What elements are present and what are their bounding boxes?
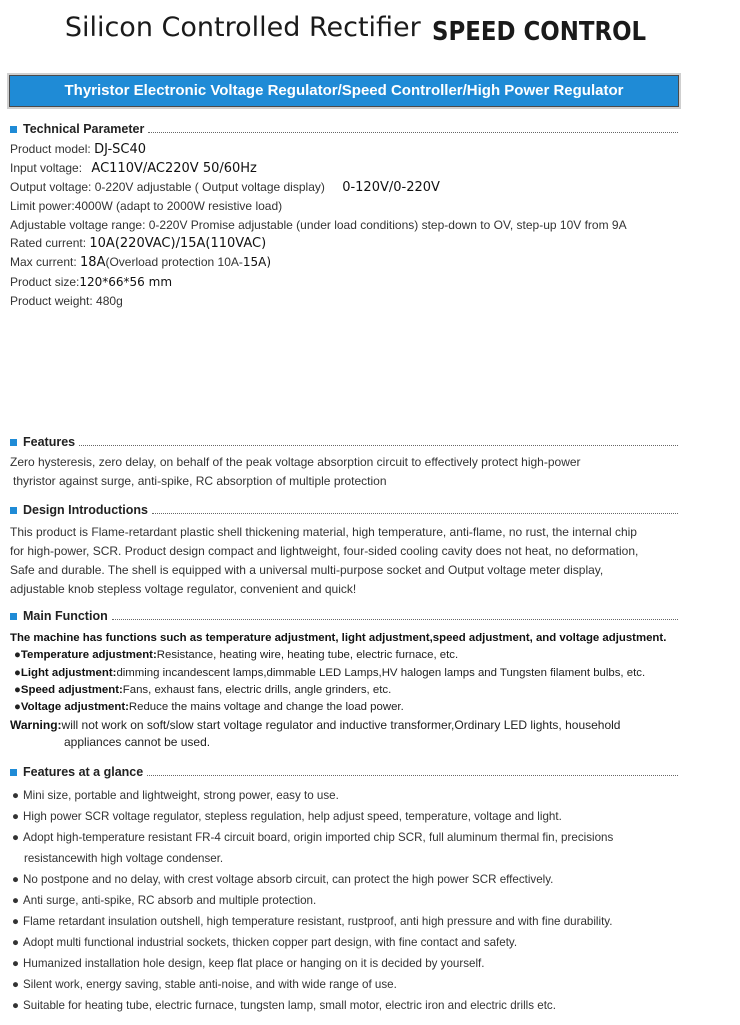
bullet-dot-icon: ● bbox=[12, 957, 20, 970]
section-glance bbox=[10, 764, 678, 780]
list-item: ● No postpone and no delay, with crest voltage absorb circuit, can protect the high power SCR effectively. bbox=[12, 873, 554, 886]
bullet-dot-icon: ● bbox=[12, 999, 20, 1012]
bullet-dot-icon: ● bbox=[12, 978, 20, 991]
function-voltage: ●Voltage adjustment:Reduce the mains voltage and change the load power. bbox=[14, 701, 404, 713]
bullet-dot-icon: ● bbox=[14, 649, 21, 661]
warning-text-cont: appliances cannot be used. bbox=[64, 735, 211, 749]
spec-input: Input voltage: AC110V/AC220V 50/60Hz bbox=[10, 161, 257, 176]
bullet-dot-icon: ● bbox=[14, 701, 21, 713]
function-light: ●Light adjustment:dimming incandescent lamps,dimmable LED Lamps,HV halogen lamps and Tungsten filament bulbs, etc. bbox=[14, 667, 646, 679]
dotted-divider bbox=[147, 775, 678, 776]
bullet-dot-icon: ● bbox=[14, 667, 21, 679]
section-heading: Design Introductions bbox=[23, 503, 148, 517]
spec-rated-current: Rated current: 10A(220VAC)/15A(110VAC) bbox=[10, 236, 267, 251]
list-item: ● Suitable for heating tube, electric furnace, tungsten lamp, small motor, electric iron and electric drills etc. bbox=[12, 999, 556, 1012]
section-heading: Main Function bbox=[23, 609, 108, 623]
bullet-dot-icon: ● bbox=[14, 684, 21, 696]
square-bullet-icon bbox=[10, 769, 17, 776]
dotted-divider bbox=[152, 513, 678, 514]
dotted-divider bbox=[112, 619, 678, 620]
bullet-dot-icon: ● bbox=[12, 789, 20, 802]
list-item: ● Anti surge, anti-spike, RC absorb and multiple protection. bbox=[12, 894, 317, 907]
title-part1: Silicon Controlled Rectifier bbox=[64, 12, 421, 43]
spec-output: Output voltage: 0-220V adjustable ( Output voltage display) 0-120V/0-220V bbox=[10, 180, 440, 195]
square-bullet-icon bbox=[10, 507, 17, 514]
list-item: ● Silent work, energy saving, stable anti-noise, and with wide range of use. bbox=[12, 978, 397, 991]
list-item: ● Flame retardant insulation outshell, high temperature resistant, rustproof, anti high pressure and with fine durability. bbox=[12, 915, 613, 928]
main-function-intro: The machine has functions such as temperature adjustment, light adjustment,speed adjustment, and voltage adjustment. bbox=[10, 632, 667, 644]
warning-text: Warning:will not work on soft/slow start voltage regulator and inductive transformer,Ordinary LED lights, household bbox=[10, 718, 621, 732]
square-bullet-icon bbox=[10, 126, 17, 133]
features-text: Zero hysteresis, zero delay, on behalf of the peak voltage absorption circuit to effectively protect high-power thyristor against surge, anti-spike, RC absorption of multiple protection bbox=[10, 455, 581, 488]
bullet-dot-icon: ● bbox=[12, 915, 20, 928]
design-text: This product is Flame-retardant plastic shell thickening material, high temperature, anti-flame, no rust, the internal chip for high-power, SCR. Product design compact and lightweight, four-sided cooling cavity does not heat, no deformation, Safe and durable. The shell is equipped with a universal multi-purpose socket and Output voltage meter display, adjustable knob stepless voltage regulator, convenient and quick! bbox=[10, 525, 639, 596]
function-temperature: ●Temperature adjustment:Resistance, heating wire, heating tube, electric furnace, etc. bbox=[14, 649, 459, 661]
square-bullet-icon bbox=[10, 613, 17, 620]
spec-size: Product size:120*66*56 mm bbox=[10, 275, 173, 289]
list-item: ● Adopt high-temperature resistant FR-4 circuit board, origin imported chip SCR, full aluminum thermal fin, precisions bbox=[12, 831, 614, 844]
list-item: ● Mini size, portable and lightweight, strong power, easy to use. bbox=[12, 789, 339, 802]
list-item: ● Adopt multi functional industrial sockets, thicken copper part design, with fine contact and safety. bbox=[12, 936, 518, 949]
section-heading: Features bbox=[23, 435, 76, 449]
dotted-divider bbox=[79, 445, 678, 446]
section-features bbox=[10, 434, 678, 450]
spec-max-current: Max current: 18A(Overload protection 10A-15A) bbox=[10, 255, 272, 270]
title-part2: SPEED CONTROL bbox=[431, 17, 646, 47]
list-item: ● Humanized installation hole design, keep flat place or hanging on it is decided by yourself. bbox=[12, 957, 485, 970]
list-item-continued: resistancewith high voltage condenser. bbox=[24, 852, 224, 865]
bullet-dot-icon: ● bbox=[12, 873, 20, 886]
section-heading: Technical Parameter bbox=[23, 122, 145, 136]
section-technical bbox=[10, 121, 678, 137]
spec-weight: Product weight: 480g bbox=[10, 294, 123, 308]
list-item: ● High power SCR voltage regulator, stepless regulation, help adjust speed, temperature, voltage and light. bbox=[12, 810, 562, 823]
section-design bbox=[10, 502, 678, 518]
bullet-dot-icon: ● bbox=[12, 831, 20, 844]
dotted-divider bbox=[148, 132, 678, 133]
banner: Thyristor Electronic Voltage Regulator/Speed Controller/High Power Regulator bbox=[9, 75, 679, 107]
spec-adjustable-range: Adjustable voltage range: 0-220V Promise adjustable (under load conditions) step-down to OV, step-up 10V from 9A bbox=[10, 218, 627, 232]
square-bullet-icon bbox=[10, 439, 17, 446]
bullet-dot-icon: ● bbox=[12, 810, 20, 823]
section-main-function bbox=[10, 608, 678, 624]
page-title bbox=[0, 12, 740, 47]
function-speed: ●Speed adjustment:Fans, exhaust fans, electric drills, angle grinders, etc. bbox=[14, 684, 392, 696]
section-heading: Features at a glance bbox=[23, 765, 144, 779]
glance-list bbox=[12, 785, 692, 1016]
bullet-dot-icon: ● bbox=[12, 936, 20, 949]
spec-limit-power: Limit power:4000W (adapt to 2000W resistive load) bbox=[10, 199, 283, 213]
bullet-dot-icon: ● bbox=[12, 894, 20, 907]
spec-model: Product model: DJ-SC40 bbox=[10, 142, 147, 157]
